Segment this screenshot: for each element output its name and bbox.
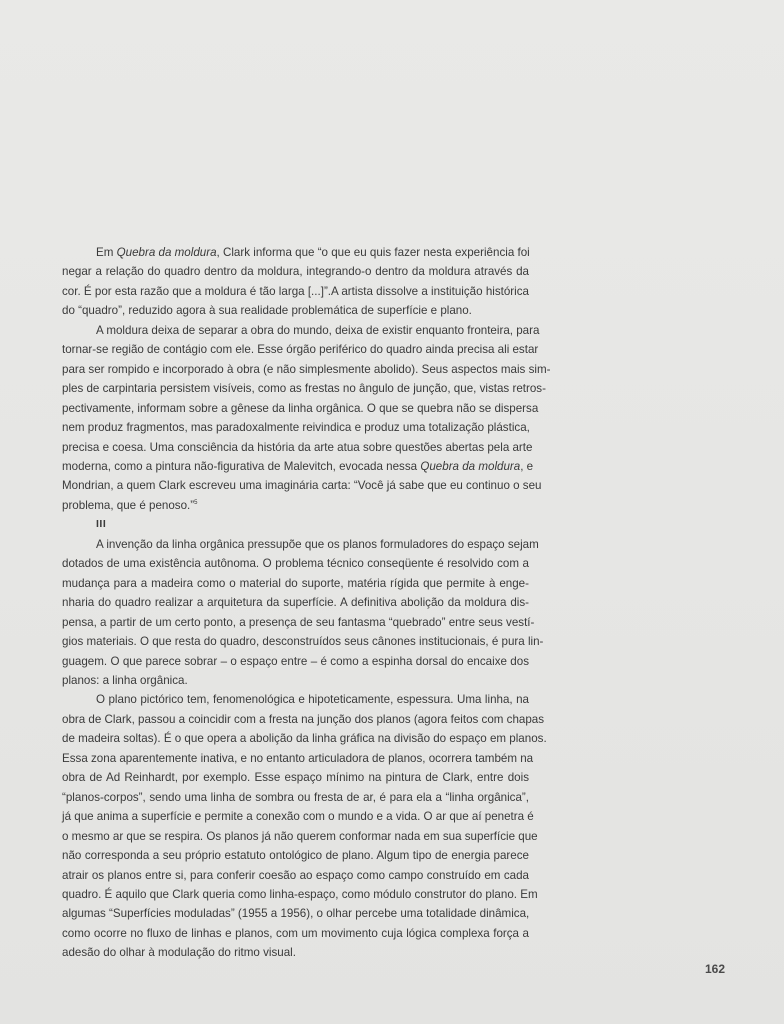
text-line <box>62 632 544 651</box>
text-line <box>62 554 529 573</box>
text-line <box>62 749 534 768</box>
paragraph <box>62 535 544 691</box>
text-line <box>62 438 533 457</box>
text-line <box>62 243 529 262</box>
paragraph <box>62 321 551 516</box>
text-segment: problema, que é penoso.” <box>62 498 195 512</box>
body-text <box>62 243 551 963</box>
text-segment: precisa e coesa. Uma consciência da história da arte atua sobre questões abertas pela arte <box>62 440 533 454</box>
text-line <box>62 613 535 632</box>
text-segment: já que anima a superfície e permite a conexão com o mundo e a vida. O ar que aí penetra é <box>62 810 534 824</box>
text-line <box>62 360 551 379</box>
text-segment: O plano pictórico tem, fenomenológica e hipoteticamente, espessura. Uma linha, na <box>96 693 529 707</box>
text-line <box>62 710 545 729</box>
text-line <box>62 593 529 612</box>
text-segment: atrair os planos entre si, para conferir coesão ao espaço como campo construído em cada <box>62 868 529 882</box>
text-line <box>62 827 538 846</box>
text-line <box>62 943 529 962</box>
italic-title: Quebra da moldura <box>420 459 521 473</box>
text-line <box>62 321 540 340</box>
text-line <box>62 496 529 515</box>
text-segment: gios materiais. O que resta do quadro, desconstruídos seus cânones institucionais, é pura lin- <box>62 635 544 649</box>
text-segment: A invenção da linha orgânica pressupõe que os planos formuladores do espaço sejam <box>96 537 539 551</box>
text-segment: para ser rompido e incorporado à obra (e não simplesmente abolido). Seus aspectos mais sim- <box>62 362 551 376</box>
text-segment: tornar-se região de contágio com ele. Esse órgão periférico do quadro ainda precisa ali estar <box>62 343 539 357</box>
text-line <box>62 399 539 418</box>
footnote-marker: 5 <box>194 499 198 506</box>
text-line <box>62 807 534 826</box>
text-segment: do “quadro”, reduzido agora à sua realidade problemática de superfície e plano. <box>62 304 472 318</box>
text-line <box>62 885 538 904</box>
text-line <box>62 535 539 554</box>
italic-title: Quebra da moldura <box>116 246 217 259</box>
text-segment: mudança para a madeira como o material do suporte, matéria rígida que permite à enge- <box>62 576 529 590</box>
paragraph <box>62 690 547 962</box>
text-segment: “planos-corpos”, sendo uma linha de sombra ou fresta de ar, é para ela a “linha orgânica”, <box>62 790 529 804</box>
text-segment: Em <box>96 246 117 259</box>
text-line <box>62 671 529 690</box>
text-segment: , e <box>520 459 534 473</box>
text-segment: obra de Ad Reinhardt, por exemplo. Esse espaço mínimo na pintura de Clark, entre dois <box>62 771 529 785</box>
text-line <box>62 690 529 709</box>
text-segment: como ocorre no fluxo de linhas e planos, com um movimento cuja lógica complexa força a <box>62 926 529 940</box>
text-segment: pectivamente, informam sobre a gênese da linha orgânica. O que se quebra não se dispersa <box>62 401 539 415</box>
text-segment: o mesmo ar que se respira. Os planos já não querem conformar nada em sua superfície que <box>62 829 538 843</box>
text-segment: nem produz fragmentos, mas paradoxalmente reivindica e produz uma totalização plástica, <box>62 421 530 435</box>
page-number: 162 <box>705 962 726 976</box>
text-line <box>62 652 529 671</box>
text-line <box>62 340 539 359</box>
text-line <box>62 262 529 281</box>
text-segment: quadro. É aquilo que Clark queria como linha-espaço, como módulo construtor do plano. Em <box>62 887 538 901</box>
text-segment: moderna, como a pintura não-figurativa de Malevitch, evocada nessa <box>62 459 421 473</box>
text-segment: obra de Clark, passou a coincidir com a fresta na junção dos planos (agora feitos com chapas <box>62 712 545 726</box>
text-segment: , Clark informa que “o que eu quis fazer nesta experiência foi <box>216 246 530 259</box>
text-line <box>62 457 534 476</box>
text-segment: Essa zona aparentemente inativa, e no entanto articuladora de planos, ocorrera também na <box>62 751 534 765</box>
text-segment: negar a relação do quadro dentro da moldura, integrando-o dentro da moldura através da <box>62 265 529 279</box>
text-line <box>62 418 529 437</box>
text-line <box>62 924 529 943</box>
text-segment: não corresponda a seu próprio estatuto ontológico de plano. Algum tipo de energia parece <box>62 849 529 863</box>
text-line <box>62 476 542 495</box>
text-segment: algumas “Superfícies moduladas” (1955 a 1956), o olhar percebe uma totalidade dinâmica, <box>62 907 530 921</box>
text-line <box>62 768 529 787</box>
text-segment: dotados de uma existência autônoma. O problema técnico conseqüente é resolvido com a <box>62 557 529 571</box>
text-segment: de madeira soltas). É o que opera a abolição da linha gráfica na divisão do espaço em planos. <box>62 732 547 746</box>
text-line <box>62 574 529 593</box>
text-line <box>62 379 546 398</box>
text-segment: pensa, a partir de um certo ponto, a presença de seu fantasma “quebrado” entre seus vestí- <box>62 615 535 629</box>
text-segment: adesão do olhar à modulação do ritmo visual. <box>62 946 296 960</box>
text-line <box>62 866 529 885</box>
text-line <box>62 729 547 748</box>
section-heading: III <box>96 518 107 531</box>
text-segment: ples de carpintaria persistem visíveis, como as frestas no ângulo de junção, que, vistas retros- <box>62 382 546 396</box>
text-line <box>62 788 529 807</box>
text-segment: planos: a linha orgânica. <box>62 673 188 687</box>
text-line <box>62 904 529 923</box>
text-segment: guagem. O que parece sobrar – o espaço entre – é como a espinha dorsal do encaixe dos <box>62 654 529 668</box>
text-segment: nharia do quadro realizar a arquitetura da superfície. A definitiva abolição da moldura dis- <box>62 596 529 610</box>
text-line <box>62 846 529 865</box>
text-line <box>62 282 529 301</box>
paragraph <box>62 243 529 321</box>
text-segment: A moldura deixa de separar a obra do mundo, deixa de existir enquanto fronteira, para <box>96 323 540 337</box>
text-segment: Mondrian, a quem Clark escreveu uma imaginária carta: “Você já sabe que eu continuo o seu <box>62 479 542 493</box>
text-line <box>62 301 529 320</box>
text-segment: cor. É por esta razão que a moldura é tão larga [...]”.A artista dissolve a instituição histórica <box>62 284 529 298</box>
